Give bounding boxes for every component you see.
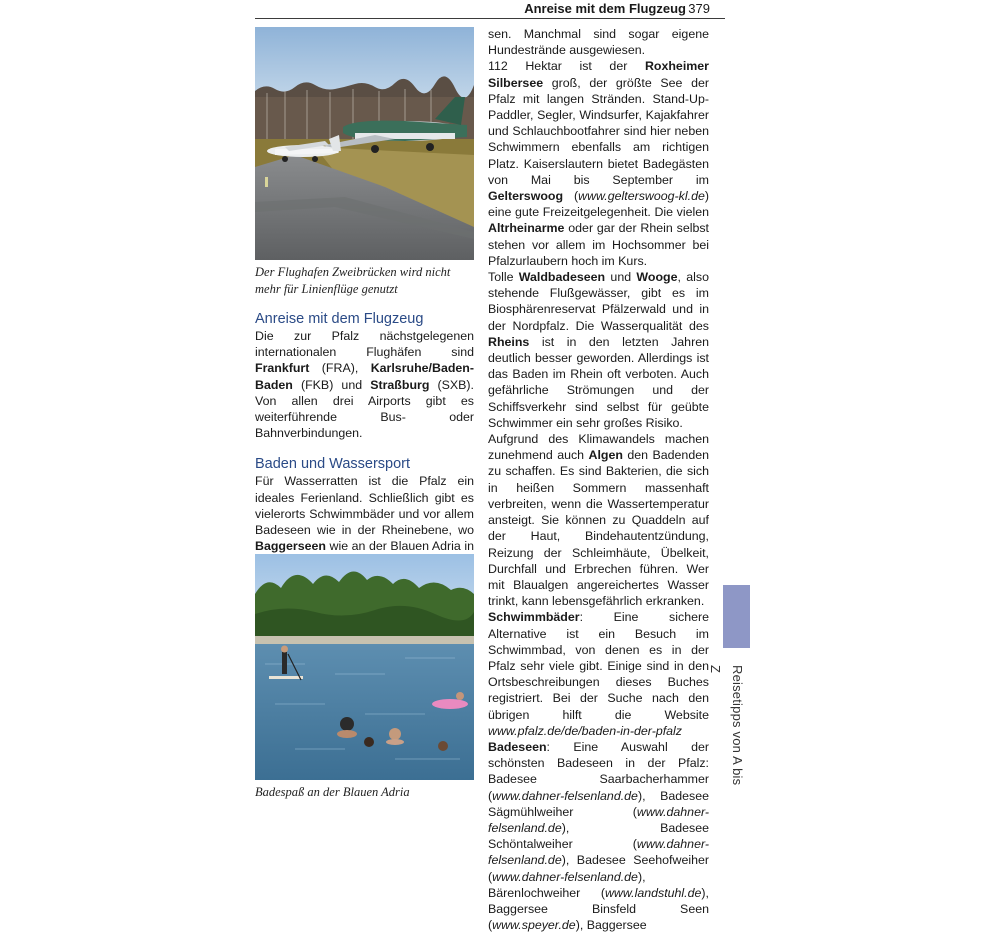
paragraph-dog-beaches: sen. Manchmal sind sogar eigene Hundestrände ausgewiesen. [488, 27, 709, 58]
thumb-index-tab [723, 585, 750, 648]
paragraph-silbersee: 112 Hektar ist der Roxheimer Silbersee groß, der größte See der Pfalz mit langen Stränden. Stand-Up-Paddler, Segler, Windsurfer, Kajakfahrer und Schlauchbootfahrer sind hier neben Schwimmern ebenfalls am richtigen Platz. Kaiserslautern bietet Badegästen von Mai bis September im Gelterswoog (www.gelterswoog-kl.de) eine gute Freizeitgelegenheit. Die vielen Altrheinarme oder gar der Rhein selbst stehen vor allem im Hochsommer bei Pfalzurlaubern hoch im Kurs. [488, 59, 709, 268]
paragraph-waldbadeseen: Tolle Waldbadeseen und Wooge, also stehende Flußgewässer, gibt es im Biosphärenreservat Pfälzerwald und in der Nordpfalz. Die Wasserqualität des Rheins ist in den letzten Jahren deutlich besser geworden. Allerdings ist das Baden im Rhein oft verboten. Auch gefährliche Strömungen und der Schiffsverkehr sind selbst für geübte Schwimmer ein sehr großes Risiko. [488, 270, 709, 430]
outer-margin-right [750, 0, 1000, 800]
link-pfalz-baden: www.pfalz.de/de/baden-in-der-pfalz [488, 723, 683, 738]
lake-illustration [255, 554, 474, 780]
paragraph-pools: Schwimmbäder: Eine sichere Alternative ist ein Besuch im Schwimmbad, von denen es in der Pfalz sehr viele gibt. Einige sind in den Ortsbeschreibungen dieses Buches registriert. Bei der Suche nach den übrigen hilft die Website www.pfalz.de/de/baden-in-der-pfalz [488, 610, 709, 738]
paragraph-bathing: Für Wasserratten ist die Pfalz ein ideales Ferienland. Schließlich gibt es vielerorts Schwimmbäder und vor allem Badeseen wie in der Rheinebene, wo Baggerseen wie an der Blauen Adria in [255, 474, 474, 554]
paragraph-algae: Aufgrund des Klimawandels machen zunehmend auch Algen den Badenden zu schaffen. Es sind Bakterien, die sich in heißen Sommern massenhaft verbreiten, wenn die Wassertemperatur ansteigt. Sie können zu Quaddeln auf der Haut, Bindehautentzündung, Reizung der Schleimhäute, Übelkeit, Durchfall und Erbrechen führen. Wer mit Blaualgen angereichertes Wasser trinkt, kann lebensgefährlich erkranken. [488, 432, 709, 609]
paragraph-flight: Die zur Pfalz nächstgelegenen internationalen Flughäfen sind Frankfurt (FRA), Karlsruhe/Baden-Baden (FKB) und Straßburg (SXB). Von allen drei Airports gibt es weiterführende Bus- oder Bahnverbindungen. [255, 329, 474, 441]
airport-illustration [255, 27, 474, 260]
book-page [250, 0, 750, 933]
airport-photo [255, 27, 474, 260]
side-tab-label: Reisetipps von A bis Z [708, 665, 745, 786]
paragraph-lakes: Badeseen: Eine Auswahl der schönsten Badeseen in der Pfalz: Badesee Saarbacherhammer (www.dahner-felsenland.de), Badesee Sägmühlweiher (www.dahner-felsenland.de), Badesee Schöntalweiher (www.dahner-felsenland.de), Badesee Seehofweiher (www.dahner-felsenland.de), Bärenlochweiher (www.landstuhl.de), Baggersee Binsfeld Seen (www.speyer.de), Baggersee [488, 739, 709, 933]
outer-margin-left [0, 0, 250, 800]
link-gelterswoog: www.gelterswoog-kl.de [578, 189, 705, 204]
running-header [255, 0, 750, 19]
header-title: Anreise mit dem Flugzeug [524, 1, 686, 16]
airport-photo-caption: Der Flughafen Zweibrücken wird nicht mehr für Linienflüge genutzt [255, 265, 451, 296]
right-column [488, 26, 709, 933]
lake-photo [255, 554, 474, 780]
lake-photo-caption: Badespaß an der Blauen Adria [255, 785, 410, 799]
heading-flight: Anreise mit dem Flugzeug [255, 311, 424, 327]
heading-bathing: Baden und Wassersport [255, 456, 411, 473]
page-number: 379 [688, 1, 710, 16]
